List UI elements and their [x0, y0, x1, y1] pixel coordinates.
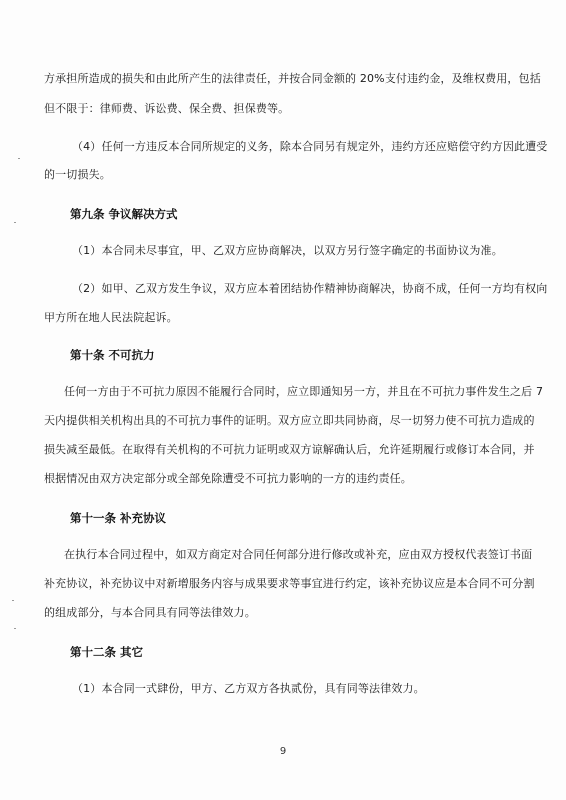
section-heading-12: 第十二条 其它	[70, 645, 144, 659]
paragraph-line: 天内提供相关机构出具的不可抗力事件的证明。双方应立即共同协商，尽一切努力使不可抗力造成的	[44, 414, 535, 427]
paragraph-line: （2）如甲、乙双方发生争议，双方应本着团结协作精神协商解决，协商不成，任何一方均有权向	[72, 282, 548, 295]
scan-speck	[18, 158, 20, 159]
paragraph-line: 根据情况由双方决定部分或全部免除遭受不可抗力影响的一方的违约责任。	[44, 472, 412, 485]
section-heading-11: 第十一条 补充协议	[70, 511, 167, 525]
scan-speck	[14, 628, 16, 629]
paragraph-line: 方承担所造成的损失和由此所产生的法律责任，并按合同金额的 20%支付违约金，及维权费用，包括	[44, 72, 541, 85]
paragraph-line: 甲方所在地人民法院起诉。	[44, 311, 178, 324]
paragraph-line: 的组成部分，与本合同具有同等法律效力。	[44, 606, 256, 619]
paragraph-line: （1）本合同一式肆份，甲方、乙方双方各执贰份，具有同等法律效力。	[72, 682, 425, 695]
paragraph-line: 但不限于：律师费、诉讼费、保全费、担保费等。	[44, 102, 290, 115]
paragraph-line: 任何一方由于不可抗力原因不能履行合同时，应立即通知另一方，并且在不可抗力事件发生之后 7	[64, 385, 544, 398]
paragraph-line: 损失减至最低。在取得有关机构的不可抗力证明或双方谅解确认后，允许延期履行或修订本合同，并	[44, 443, 535, 456]
section-heading-10: 第十条 不可抗力	[70, 348, 155, 362]
paragraph-line: （4）任何一方违反本合同所规定的义务，除本合同另有规定外，违约方还应赔偿守约方因此遭受	[72, 140, 548, 153]
paragraph-line: 补充协议，补充协议中对新增服务内容与成果要求等事宜进行约定，该补充协议应是本合同不可分割	[44, 577, 535, 590]
page-number: 9	[279, 746, 287, 757]
paragraph-line: 的一切损失。	[44, 168, 111, 181]
section-heading-9: 第九条 争议解决方式	[70, 207, 178, 221]
scan-speck	[14, 222, 16, 223]
paragraph-line: （1）本合同未尽事宜，甲、乙双方应协商解决，以双方另行签字确定的书面协议为准。	[72, 244, 503, 257]
scan-speck	[12, 600, 14, 601]
paragraph-line: 在执行本合同过程中，如双方商定对合同任何部分进行修改或补充，应由双方授权代表签订书面	[64, 548, 533, 561]
